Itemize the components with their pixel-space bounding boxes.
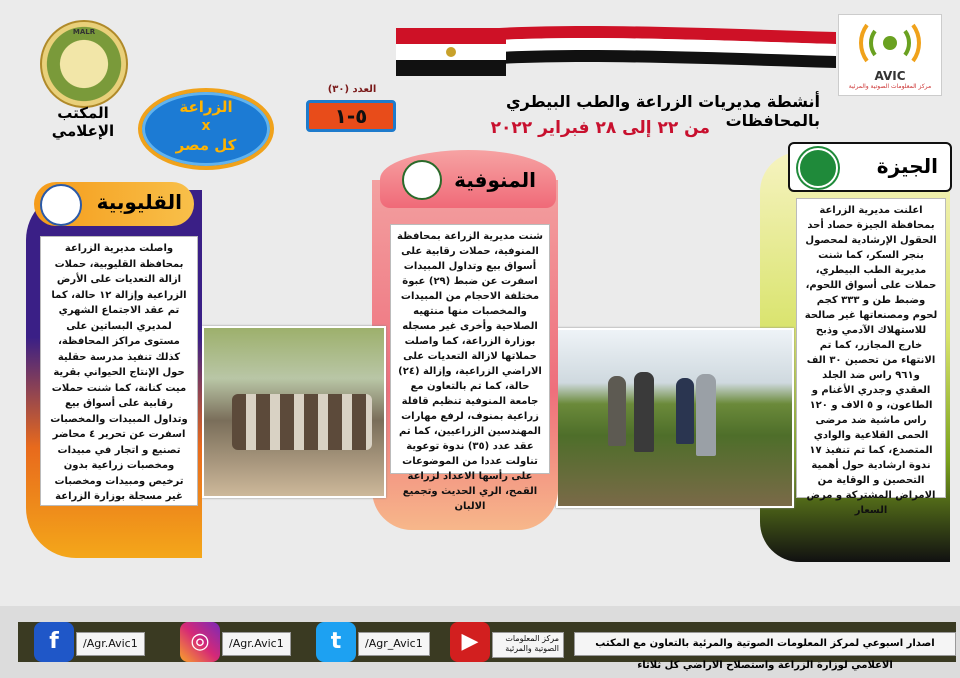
footer-statement: اصدار اسبوعي لمركز المعلومات الصوتية والمرئية بالتعاون مع المكتب الاعلامي لوزارة الزراعة واستصلاح الاراضي كل ثلاثاء <box>574 632 956 656</box>
office-name: المكتب الإعلامي <box>51 104 115 140</box>
avic-subtitle: مركز المعلومات الصوتية والمرئية <box>848 83 932 90</box>
instagram-handle[interactable]: /Agr.Avic1 <box>222 632 291 656</box>
malr-logo-text: MALR <box>72 28 96 36</box>
giza-title: الجيزة <box>876 154 938 178</box>
issue-number: ٥-١ <box>306 100 396 132</box>
menoufia-text: شنت مديرية الزراعة بمحافظة المنوفية، حملات رقابية على أسواق بيع وتداول المبيدات اسفرت عن ضبط (٢٩) عبوة مختلفة الاحجام من المبيدات والمخصبات منها منتهيه الصلاحية وأخرى غير مسجله بوزارة الزراعة، كما واصلت حملاتها لازالة التعديات على الاراضي الزراعية، وإزالة (٢٤) حالة، كما تم بالتعاون مع جامعة المنوفية تنظيم قافلة زراعية بمنوف، لرفع مهارات المهندسين الزراعيين، كما تم عقد عدد (٣٥) ندوة توعوية تناولت عددا من الموضوعات على رأسها الاعداد لزراعة القمح، الري الحديث وتجميع الالبان <box>390 224 550 474</box>
avic-broadcast-icon <box>839 15 941 71</box>
youtube-label[interactable]: مركز المعلومات الصوتية والمرئية <box>492 632 564 658</box>
youtube-icon[interactable]: ▶ <box>450 622 490 662</box>
giza-photo <box>556 328 794 508</box>
avic-name: AVIC <box>874 69 906 83</box>
twitter-icon[interactable]: t <box>316 622 356 662</box>
qalyubia-header <box>34 182 194 226</box>
giza-emblem-icon <box>798 148 838 188</box>
facebook-icon[interactable]: f <box>34 622 74 662</box>
qalyubia-title: القليوبية <box>96 190 182 214</box>
slogan-badge <box>138 88 274 170</box>
instagram-icon[interactable]: ◎ <box>180 622 220 662</box>
menoufia-title: المنوفية <box>454 168 536 192</box>
avic-logo <box>838 14 942 96</box>
person-figure <box>608 376 626 446</box>
qalyubia-text: واصلت مديرية الزراعة بمحافظة القليوبية، حملات ازالة التعديات على الأرض الزراعية وإزالة ١٢ حالة، كما تم عقد الاجتماع الشهري لمديري البساتين على مستوى مراكز المحافظة، كذلك تنفيذ مدرسة حقلية حول الإنتاج الحيواني بقرية ميت كنانة، كما شنت حملات رقابية على أسواق بيع وتداول المبيدات والمخصبات اسفرت عن تحرير ٤ محاضر تصنيع و اتجار في مبيدات ومخصبات زراعية بدون ترخيص ومبيدات ومخصبات غير مسجلة بوزارة الزراعة <box>40 236 198 506</box>
giza-text: اعلنت مديرية الزراعة بمحافظة الجيزة حصاد أحد الحقول الإرشادية لمحصول بنجر السكر، كما شنت مديرية الطب البيطري، حملات على أسواق اللحوم، وضبط طن و ٣٣٣ كجم لحوم ومصنعاتها غير صالحة للاستهلاك الآدمي وذبح خارج المجازر، كما تم الانتهاء من تحصين ٣٠ الف و٩٦١ راس ضد الجلد العقدي وجدري الأغنام و الطاعون، و ٥ الاف و ١٢٠ راس ماشية ضد مرضى الحمى القلاعية والوادي المتصدع، كما تم تنفيذ ١٧ ندوة ارشادية حول أهمية التحصين و الوقاية من الامراض المشتركة و مرض السعار <box>796 198 946 498</box>
malr-logo <box>40 20 128 108</box>
person-figure <box>696 374 716 456</box>
slogan-line-2: x <box>201 118 211 134</box>
egypt-flag-banner <box>396 18 836 78</box>
qalyubia-photo <box>202 326 386 498</box>
person-figure <box>676 378 694 444</box>
twitter-handle[interactable]: /Agr_Avic1 <box>358 632 430 656</box>
slogan-line-3: كل مصر <box>175 136 237 154</box>
slogan-line-1: الزراعة <box>179 98 233 116</box>
page-title: أنشطة مديريات الزراعة والطب البيطري بالمحافظات <box>505 92 820 130</box>
menoufia-header <box>380 150 556 208</box>
seated-people <box>232 394 372 450</box>
giza-header <box>788 142 952 192</box>
issue-label: العدد (٣٠) <box>327 84 377 95</box>
person-figure <box>634 372 654 452</box>
qalyubia-section <box>26 176 206 560</box>
menoufia-emblem-icon <box>402 160 442 200</box>
date-range: من ٢٢ إلى ٢٨ فبراير ٢٠٢٢ <box>490 118 710 138</box>
qalyubia-emblem-icon <box>40 184 82 226</box>
facebook-handle[interactable]: /Agr.Avic1 <box>76 632 145 656</box>
menoufia-section <box>362 150 562 550</box>
